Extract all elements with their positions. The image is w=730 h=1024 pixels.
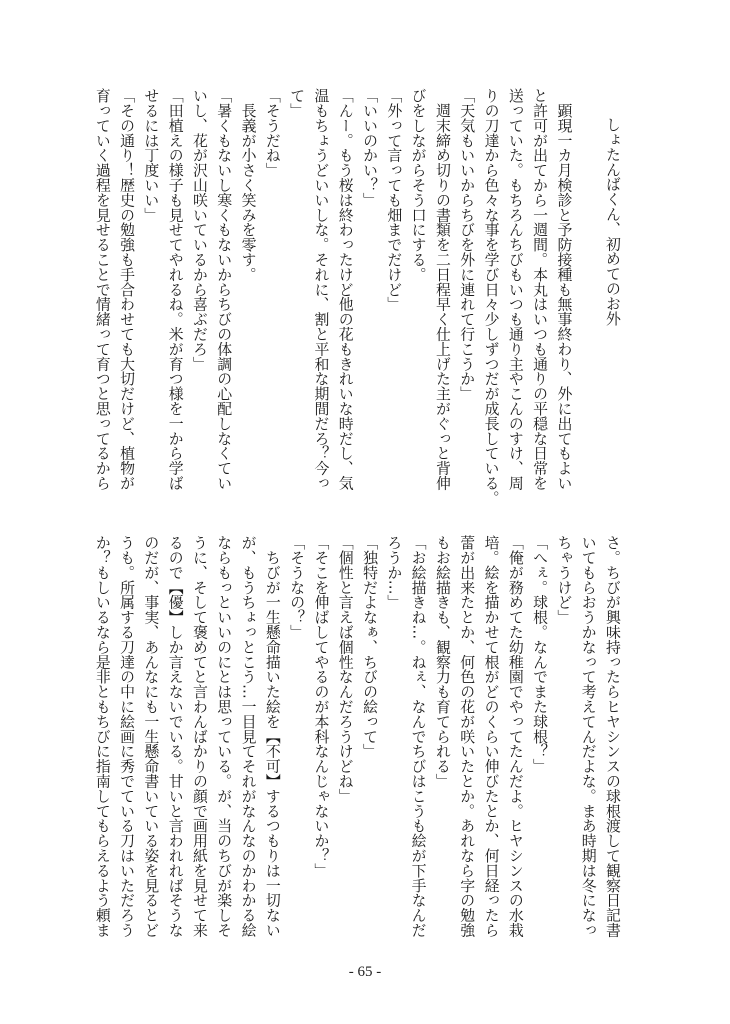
text-line: うも。所属する刀達の中に絵画に秀でている刀はいただろう [118,535,137,938]
text-line: 「個性と言えば個性なんだろうけどね」 [336,535,355,804]
text-line: ならもっといいのにとは思っている。が、当のちびが楽しそ [215,535,234,938]
text-line: て」 [288,88,307,118]
text-line: 「いいのかい？」 [361,88,380,208]
text-line: 「そうだね」 [263,88,282,178]
text-line: びをしながらそう口にする。 [409,88,428,282]
text-line: か？もしいるなら是非ともちびに指南してもらえるよう頼ま [93,535,112,938]
text-line: 送っていた。もちろんちびもいつも通り主やこんのすけ、周 [506,88,525,491]
text-line: ちびが一生懸命描いた絵を【不可】するつもりは一切ない [263,535,282,938]
text-line: りの刀達から色々な事を学び日々少しずつだが成長している。 [482,88,501,506]
text-line: 「田植えの様子も見せてやれるね。米が育つ様を一から学ば [166,88,185,491]
text-line: 「独特だよなぁ、ちびの絵って」 [361,535,380,759]
text-line: のだが、事実、あんなにも一生懸命書いている姿を見るとど [142,535,161,938]
upper-text-tier [90,88,625,508]
text-line: 「暑くもないし寒くもないからちびの体調の心配しなくてい [215,88,234,491]
chapter-title: しょたんばくん、初めてのお外 [604,117,622,326]
text-line: 週末締め切りの書類を二日程早く仕上げた主がぐっと背伸 [433,88,452,491]
text-line: うに、そして褒めてと言わんばかりの顔で画用紙を見せて来 [190,535,209,938]
text-line: 「そうなの？」 [288,535,307,640]
page-number: - 65 - [348,964,382,980]
text-line: 「へぇ。球根。なんでまた球根？」 [531,535,550,774]
text-line: ちゃうけど」 [555,535,574,625]
text-line: 「んー。もう桜は終わったけど他の花もきれいな時だし、気 [336,88,355,491]
text-line: いてもらおうかなって考えてんだよな。まあ時期は冬になっ [579,535,598,938]
text-line: るので【優】しか言えないでいる。甘いと言われればそうな [166,535,185,938]
text-line: 蕾が出来たとか、何色の花が咲いたとか。あれなら字の勉強 [458,535,477,938]
text-line: 「外って言っても畑までだけど」 [385,88,404,312]
text-line: 「その通り！歴史の勉強も手合わせても大切だけど、植物が [118,88,137,491]
blank-line [576,88,600,508]
text-line: 「お絵描きね…。ねぇ、なんでちびはこうも絵が下手なんだ [409,535,428,938]
text-line: 温もちょうどいいしな。それに、割と平和な期間だろ？今っ [312,88,331,491]
text-line: 顕現一カ月検診と予防接種も無事終わり、外に出てもよい [555,88,574,491]
text-line: さ。ちびが興味持ったらヒヤシンスの球根渡して観察日記書 [604,535,622,938]
text-line: もお絵描きも、観察力も育てられる」 [433,535,452,789]
text-line: 「そこを伸ばしてやるのが本科なんじゃないか？」 [312,535,331,878]
text-line: ろうか…」 [385,535,404,610]
lower-text-tier [90,535,625,955]
text-line: いし、花が沢山咲いているから喜ぶだろ」 [190,88,209,372]
text-line: が、もうちょっとこう…一目見てそれがなんなのかわかる絵 [239,535,258,938]
text-line: せるには丁度いい」 [142,88,161,223]
text-line: 育っていく過程を見せることで情緒って育つと思ってるから [93,88,112,491]
text-line: 「俺が務めてた幼稚園でやってたんだよ。ヒヤシンスの水栽 [506,535,525,938]
text-line: 培。絵を描かせて根がどのくらい伸びたとか、何日経ったら [482,535,501,938]
text-line: 「天気もいいからちびを外に連れて行こうか」 [458,88,477,401]
text-line: 長義が小さく笑みを零す。 [239,88,258,282]
text-line: と許可が出てから一週間。本丸はいつも通りの平穏な日常を [531,88,550,491]
